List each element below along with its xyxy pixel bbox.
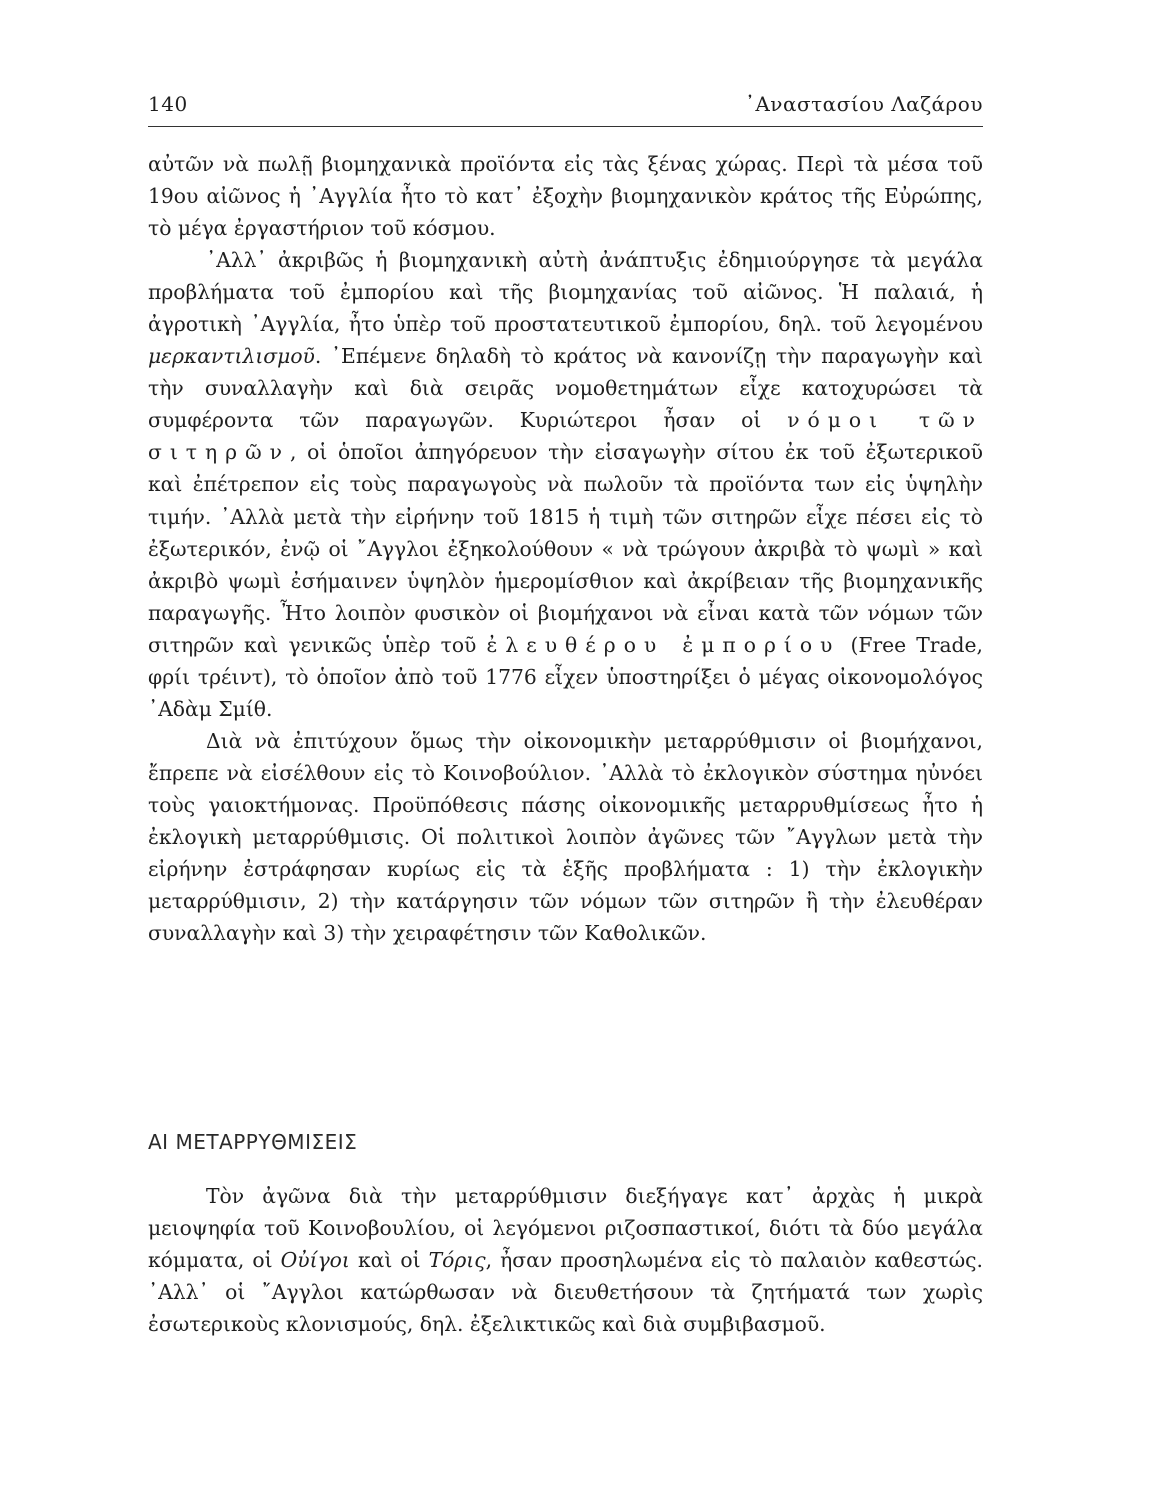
text-segment: Διὰ νὰ ἐπιτύχουν ὅμως τὴν οἰκονομικὴν μεταρρύθμισιν οἱ βιομήχανοι, ἔπρεπε νὰ εἰσέλθουν εἰς τὸ Κοινοβούλιον. ᾿Αλλὰ τὸ ἐκλογικὸν σύστημα ηὐνόει τοὺς γαιοκτήμονας. Προϋπόθεσις πάσης οἰκονομικῆς μεταρρυθμίσεως ἦτο ἡ ἐκλογικὴ μεταρρύθμισις. Οἱ πολιτικοὶ λοιπὸν ἀγῶνες τῶν ῎Αγγλων μετὰ τὴν εἰρήνην ἐστράφησαν κυρίως εἰς τὰ ἑξῆς προβλήματα : 1) τὴν ἐκλογικὴν μεταρρύθμισιν, 2) τὴν κατάργησιν τῶν νόμων τῶν σιτηρῶν ἢ τὴν ἐλευθέραν συναλλαγὴν καὶ 3) τὴν χειραφέτησιν τῶν Καθολικῶν. [148,728,983,946]
text-segment: . ᾿Επέμενε δηλαδὴ τὸ κράτος νὰ κανονίζῃ τὴν παραγωγὴν καὶ τὴν συναλλαγὴν καὶ διὰ σειρᾶς νομοθετημάτων εἶχε κατοχυρώσει τὰ συμφέροντα τῶν παραγωγῶν. Κυριώτεροι ἦσαν οἱ [148,344,983,433]
text-segment: , ἦσαν προσηλωμένα εἰς τὸ παλαιὸν καθεστώς. ᾿Αλλ᾿ οἱ ῎Αγγλοι κατώρθωσαν νὰ διευθετήσουν τὰ ζητήματά των χωρὶς ἐσωτερικοὺς κλονισμούς, δηλ. ἐξελικτικῶς καὶ διὰ συμβιβασμοῦ. [148,1248,983,1337]
main-text [148,148,983,949]
spaced-term: ἐλευθέρου ἐμπορίου [486,632,841,657]
text-segment: καὶ οἱ [349,1248,429,1273]
text-segment: Τὸν ἀγῶνα διὰ τὴν μεταρρύθμισιν διεξήγαγε κατ᾿ ἀρχὰς ἡ μικρὰ μειοψηφία τοῦ Κοινοβουλίου, οἱ λεγόμενοι ριζοσπαστικοί, διότι τὰ δύο μεγάλα κόμματα, οἱ [148,1184,983,1273]
section-text [148,1180,983,1340]
italic-term: μερκαντιλισμοῦ [148,344,315,369]
running-head: ᾿Αναστασίου Λαζάρου [744,92,983,116]
italic-term: Οὐίγοι [280,1248,350,1273]
page-header [148,92,983,127]
paragraph-2 [148,244,983,725]
text-segment: ᾿Αλλ᾿ ἀκριβῶς ἡ βιομηχανικὴ αὐτὴ ἀνάπτυξις ἐδημιούργησε τὰ μεγάλα προβλήματα τοῦ ἐμπορίου καὶ τῆς βιομηχανίας τοῦ αἰῶνος. Ἡ παλαιά, ἡ ἀγροτικὴ ᾿Αγγλία, ἦτο ὑπὲρ τοῦ προστατευτικοῦ ἐμπορίου, δηλ. τοῦ λεγομένου [148,248,983,337]
text-segment: , οἱ ὁποῖοι ἀπηγόρευον τὴν εἰσαγωγὴν σίτου ἐκ τοῦ ἐξωτερικοῦ καὶ ἐπέτρεπον εἰς τοὺς παραγωγοὺς νὰ πωλοῦν τὰ προϊόντα των εἰς ὑψηλὴν τιμήν. ᾿Αλλὰ μετὰ τὴν εἰρήνην τοῦ 1815 ἡ τιμὴ τῶν σιτηρῶν εἶχε πέσει εἰς τὸ ἐξωτερικόν, ἐνῷ οἱ ῎Αγγλοι ἐξηκολούθουν « νὰ τρώγουν ἀκριβὰ τὸ ψωμὶ » καὶ ἀκριβὸ ψωμὶ ἐσήμαινεν ὑψηλὸν ἡμερομίσθιον καὶ ἀκρίβειαν τῆς βιομηχανικῆς παραγωγῆς. Ἦτο λοιπὸν φυσικὸν οἱ βιομήχανοι νὰ εἶναι κατὰ τῶν νόμων τῶν σιτηρῶν καὶ γενικῶς ὑπὲρ τοῦ [148,440,983,657]
section-paragraph-1 [148,1180,983,1340]
section-heading: ΑΙ ΜΕΤΑΡΡΥΘΜΙΣΕΙΣ [148,1130,358,1154]
paragraph-1 [148,148,983,244]
text-segment: αὐτῶν νὰ πωλῇ βιομηχανικὰ προϊόντα εἰς τὰς ξένας χώρας. Περὶ τὰ μέσα τοῦ 19ου αἰῶνος ἡ ᾿Αγγλία ἦτο τὸ κατ᾿ ἐξοχὴν βιομηχανικὸν κράτος τῆς Εὐρώπης, τὸ μέγα ἐργαστήριον τοῦ κόσμου. [148,152,983,241]
spaced-term: νόμοι τῶν σιτηρῶν [148,408,983,465]
page-number: 140 [148,92,188,116]
italic-term: Τόρις [428,1248,486,1273]
text-segment: (Free Trade, φρίι τρέιντ), τὸ ὁποῖον ἀπὸ τοῦ 1776 εἶχεν ὑποστηρίξει ὁ μέγας οἰκονομολόγος ᾿Αδὰμ Σμίθ. [148,632,983,721]
paragraph-3 [148,725,983,949]
